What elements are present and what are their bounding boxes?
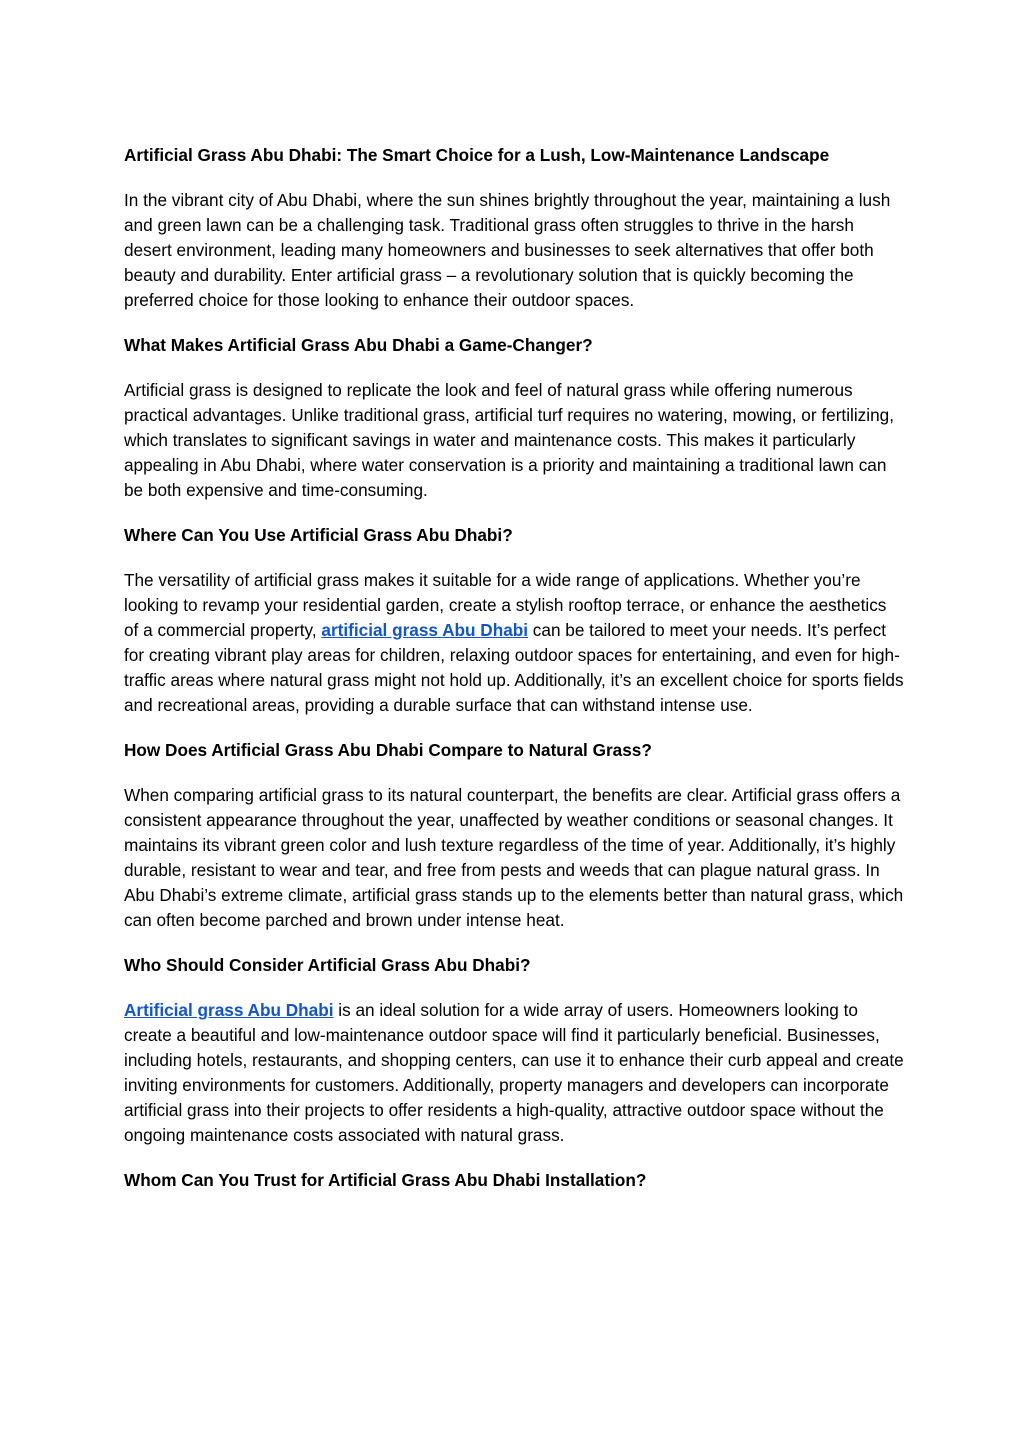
section-body-where-to-use xyxy=(124,568,904,718)
document-page xyxy=(124,143,904,1213)
document-title: Artificial Grass Abu Dhabi: The Smart Choice for a Lush, Low-Maintenance Landscape xyxy=(124,145,830,165)
section-body-where-to-use-text-after: can be tailored to meet your needs. It’s perfect for creating vibrant play areas for children, relaxing outdoor spaces for entertaining, and even for high-traffic areas where natural grass might not hold up. Additionally, it’s an excellent choice for sports fields and recreational areas, providing a durable surface that can withstand intense use. xyxy=(124,620,904,715)
section-body-who-should-consider xyxy=(124,998,904,1148)
artificial-grass-link[interactable]: artificial grass Abu Dhabi xyxy=(321,620,529,640)
section-heading-compare: How Does Artificial Grass Abu Dhabi Compare to Natural Grass? xyxy=(124,740,652,760)
section-heading-where-to-use: Where Can You Use Artificial Grass Abu Dhabi? xyxy=(124,525,513,545)
section-heading-who-should-consider: Who Should Consider Artificial Grass Abu Dhabi? xyxy=(124,955,531,975)
artificial-grass-link[interactable]: Artificial grass Abu Dhabi xyxy=(124,1000,334,1020)
section-body-where-to-use-text-before: The versatility of artificial grass makes it suitable for a wide range of applications. Whether you’re looking to revamp your residential garden, create a stylish rooftop terrace, or enhance the aesthetics of a commercial property, xyxy=(124,570,887,640)
section-heading-trust-installation: Whom Can You Trust for Artificial Grass Abu Dhabi Installation? xyxy=(124,1170,647,1190)
intro-paragraph: In the vibrant city of Abu Dhabi, where the sun shines brightly throughout the year, maintaining a lush and green lawn can be a challenging task. Traditional grass often struggles to thrive in the harsh desert environment, leading many homeowners and businesses to seek alternatives that offer both beauty and durability. Enter artificial grass – a revolutionary solution that is quickly becoming the preferred choice for those looking to enhance their outdoor spaces. xyxy=(124,190,891,310)
section-body-game-changer: Artificial grass is designed to replicate the look and feel of natural grass while offering numerous practical advantages. Unlike traditional grass, artificial turf requires no watering, mowing, or fertilizing, which translates to significant savings in water and maintenance costs. This makes it particularly appealing in Abu Dhabi, where water conservation is a priority and maintaining a traditional lawn can be both expensive and time-consuming. xyxy=(124,380,894,500)
section-heading-game-changer: What Makes Artificial Grass Abu Dhabi a Game-Changer? xyxy=(124,335,593,355)
section-body-who-should-consider-text: is an ideal solution for a wide array of users. Homeowners looking to create a beautiful and low-maintenance outdoor space will find it particularly beneficial. Businesses, including hotels, restaurants, and shopping centers, can use it to enhance their curb appeal and create inviting environments for customers. Additionally, property managers and developers can incorporate artificial grass into their projects to offer residents a high-quality, attractive outdoor space without the ongoing maintenance costs associated with natural grass. xyxy=(124,1000,904,1145)
section-body-compare: When comparing artificial grass to its natural counterpart, the benefits are clear. Artificial grass offers a consistent appearance throughout the year, unaffected by weather conditions or seasonal changes. It maintains its vibrant green color and lush texture regardless of the time of year. Additionally, it’s highly durable, resistant to wear and tear, and free from pests and weeds that can plague natural grass. In Abu Dhabi’s extreme climate, artificial grass stands up to the elements better than natural grass, which can often become parched and brown under intense heat. xyxy=(124,785,904,930)
